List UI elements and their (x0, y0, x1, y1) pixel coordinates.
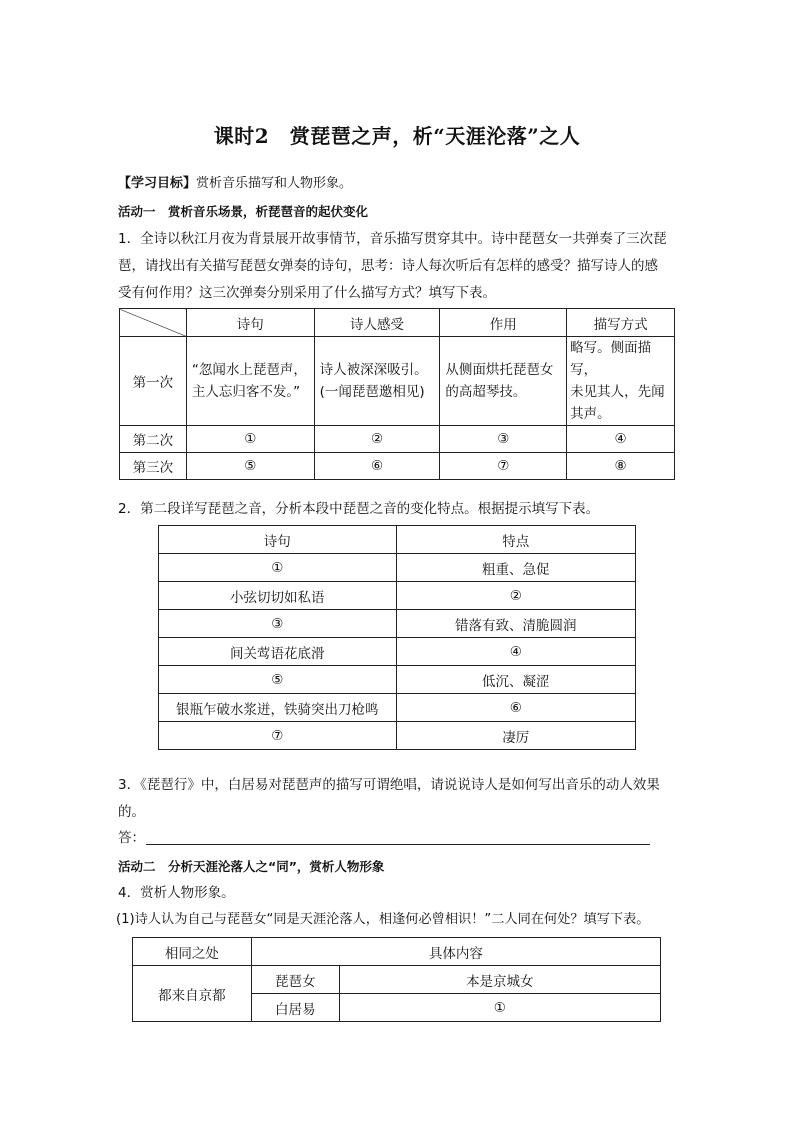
answer-blank-cell[interactable]: ⑥ (314, 453, 440, 480)
first-method-cell (567, 337, 675, 426)
answer-blank-cell[interactable]: ⑤ (186, 453, 314, 480)
cell-line: 的高超琴技。 (445, 384, 527, 400)
cell-line: 主人忘归客不发。” (191, 384, 301, 400)
table-cell[interactable]: ③ (159, 610, 397, 638)
question-4-1: (1)诗人认为自己与琵琶女“同是天涯沦落人，相逢何必曾相识！”二人同在何处？填写下表。 (116, 912, 650, 927)
table-header: 特点 (396, 526, 636, 554)
cell-line: 诗人被深深吸引。 (319, 362, 428, 378)
objective-label: 【学习目标】 (118, 176, 197, 191)
table-header: 描写方式 (567, 309, 675, 337)
activity-one-heading: 活动一 赏析音乐场景，析琵琶音的起伏变化 (118, 204, 369, 219)
sound-features-table (158, 525, 636, 750)
answer-blank-cell[interactable]: ③ (440, 426, 567, 453)
table-cell[interactable]: ① (339, 994, 660, 1022)
music-performance-table (119, 308, 675, 480)
table-cell: 琵琶女 (251, 966, 339, 994)
table-cell: 错落有致、清脆圆润 (396, 610, 636, 638)
row-label-first: 第一次 (120, 337, 187, 426)
question-2: 2．第二段详写琵琶之音，分析本段中琵琶之音的变化特点。根据提示填写下表。 (118, 501, 600, 517)
question-1-line-3: 受有何作用？这三次弹奏分别采用了什么描写方式？填写下表。 (118, 285, 496, 301)
answer-line[interactable] (146, 844, 650, 845)
answer-blank-cell[interactable]: ⑧ (567, 453, 675, 480)
objective-text: 赏析音乐描写和人物形象。 (196, 176, 353, 191)
answer-label: 答： (118, 830, 145, 846)
cell-line: 略写。侧面描写， (570, 340, 652, 378)
first-feeling-cell (314, 337, 440, 426)
answer-blank-cell[interactable]: ② (314, 426, 440, 453)
first-effect-cell (440, 337, 567, 426)
table-cell[interactable]: ⑦ (159, 722, 397, 750)
question-1-line-1: 1．全诗以秋江月夜为背景展开故事情节，音乐描写贯穿其中。诗中琵琶女一共弹奏了三次琵 (118, 231, 667, 247)
answer-blank-cell[interactable]: ⑦ (440, 453, 567, 480)
group-label: 都来自京都 (133, 966, 252, 1022)
cell-line: “忽闻水上琵琶声， (191, 362, 307, 378)
table-corner-cell (120, 309, 187, 337)
table-header: 诗人感受 (314, 309, 440, 337)
row-label-third: 第三次 (120, 453, 187, 480)
question-4: 4．赏析人物形象。 (118, 885, 235, 901)
table-header: 相同之处 (133, 938, 252, 966)
row-label-second: 第二次 (120, 426, 187, 453)
answer-blank-cell[interactable]: ④ (567, 426, 675, 453)
table-cell: 银瓶乍破水浆迸，铁骑突出刀枪鸣 (159, 694, 397, 722)
table-cell[interactable]: ② (396, 582, 636, 610)
common-traits-table (132, 937, 661, 1022)
question-3-line-1: 3．《琵琶行》中，白居易对琵琶声的描写可谓绝唱，请说说诗人是如何写出音乐的动人效果 (118, 777, 660, 793)
answer-blank-cell[interactable]: ① (186, 426, 314, 453)
table-cell[interactable]: ④ (396, 638, 636, 666)
table-cell: 本是京城女 (339, 966, 660, 994)
cell-line: 未见其人，先闻 (570, 384, 665, 400)
table-cell: 粗重、急促 (396, 554, 636, 582)
table-header: 诗句 (186, 309, 314, 337)
first-verse-cell (186, 337, 314, 426)
table-cell: 低沉、凝涩 (396, 666, 636, 694)
table-cell[interactable]: ⑥ (396, 694, 636, 722)
question-3-line-2: 的。 (118, 804, 145, 820)
question-1-line-2: 琶，请找出有关描写琵琶女弹奏的诗句，思考：诗人每次听后有怎样的感受？描写诗人的感 (118, 258, 658, 274)
table-cell: 白居易 (251, 994, 339, 1022)
cell-line: 从侧面烘托琵琶女 (445, 362, 554, 378)
page-title: 课时2 赏琵琶之声，析“天涯沦落”之人 (213, 124, 581, 148)
table-cell: 间关莺语花底滑 (159, 638, 397, 666)
table-cell: 小弦切切如私语 (159, 582, 397, 610)
table-header: 具体内容 (251, 938, 660, 966)
table-header: 诗句 (159, 526, 397, 554)
table-cell: 凄厉 (396, 722, 636, 750)
cell-line: 其声。 (570, 406, 611, 422)
activity-two-heading: 活动二 分析天涯沦落人之“同”，赏析人物形象 (118, 859, 385, 874)
table-cell[interactable]: ⑤ (159, 666, 397, 694)
table-cell[interactable]: ① (159, 554, 397, 582)
table-header: 作用 (440, 309, 567, 337)
learning-objective (118, 172, 352, 191)
cell-line: (一闻琵琶邀相见) (319, 384, 425, 400)
